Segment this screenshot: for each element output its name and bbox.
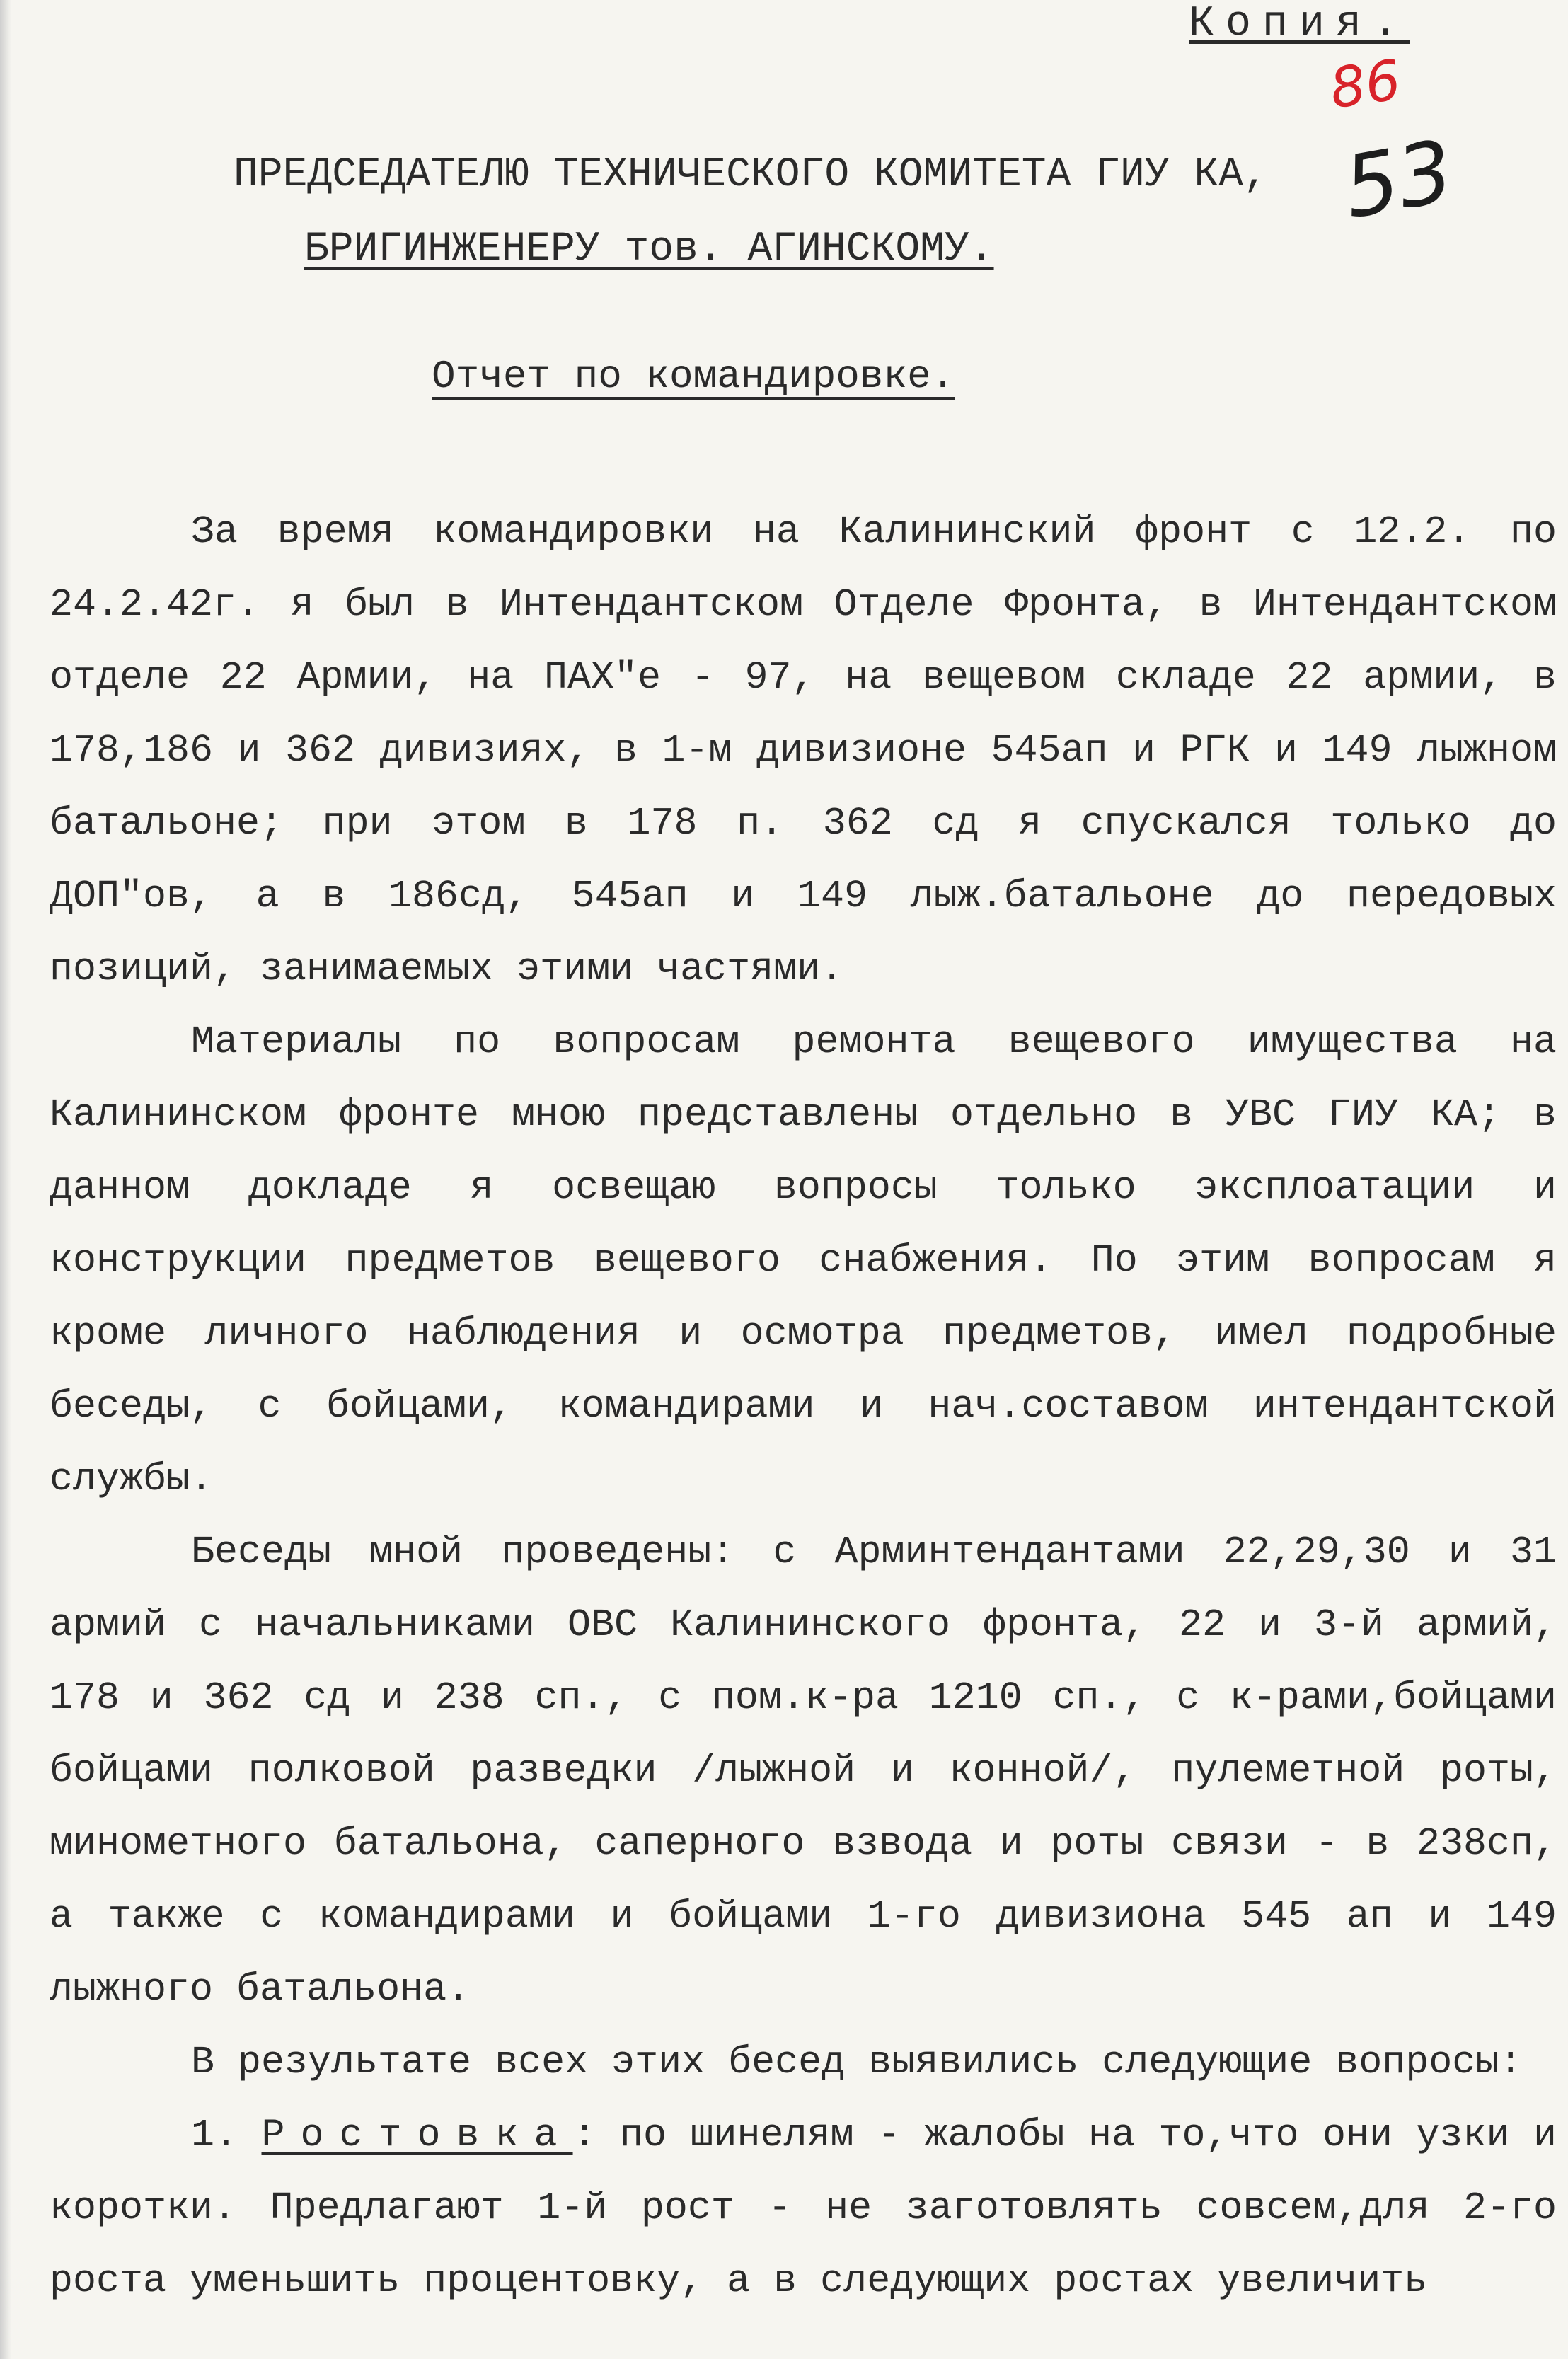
paragraph-materials: Материалы по вопросам ремонта вещевого имущества на Калининском фронте мною представлены отдельно в УВС ГИУ КА; в данном докладе я освещаю вопросы только эксплоатации и конструкции предметов вещевого снабжения. По этим вопросам я кроме личного наблюдения и осмотра предметов, имел подробные беседы, с бойцами, командирами и нач.составом интендантской службы. bbox=[50, 1020, 1557, 1501]
item-text: : по шинелям - жалобы на то,что они узки и коротки. Предлагают 1-й рост - не заготовлять совсем,для 2-го роста уменьшить процентовку, а в следующих ростах увеличить bbox=[50, 2113, 1557, 2303]
handwritten-number-black: 53 bbox=[1337, 122, 1460, 238]
item-label: Ростовка bbox=[261, 2113, 573, 2157]
scan-edge bbox=[0, 0, 11, 2359]
paragraph-conversations: Беседы мной проведены: с Арминтендантами 22,29,30 и 31 армий с начальниками ОВС Калининского фронта, 22 и 3-й армий, 178 и 362 сд и 238 сп., с пом.к-ра 1210 сп., с к-рами,бойцами бойцами полковой разведки /лыжной и конной/, пулеметной роты, минометного батальона, саперного взвода и роты связи - в 238сп, а также с командирами и бойцами 1-го дивизиона 545 ап и 149 лыжного батальона. bbox=[50, 1530, 1557, 2012]
handwritten-number-red: 86 bbox=[1326, 48, 1405, 122]
item-number: 1. bbox=[191, 2113, 238, 2157]
document-body bbox=[50, 495, 1557, 2317]
addressee-block bbox=[234, 138, 1268, 287]
paragraph-trip: За время командировки на Калининский фронт с 12.2. по 24.2.42г. я был в Интендантском Отделе Фронта, в Интендантском отделе 22 Армии, на ПАХ"е - 97, на вещевом складе 22 армии, в 178,186 и 362 дивизиях, в 1-м дивизионе 545ап и РГК и 149 лыжном батальоне; при этом в 178 п. 362 сд я спускался только до ДОП"ов, а в 186сд, 545ап и 149 лыж.батальоне до передовых позиций, занимаемых этими частями. bbox=[50, 509, 1557, 991]
paragraph-questions: В результате всех этих бесед выявились следующие вопросы: bbox=[191, 2040, 1523, 2084]
numbered-item-1 bbox=[50, 2099, 1557, 2317]
addressee-line-2: БРИГИНЖЕНЕРУ тов. АГИНСКОМУ. bbox=[304, 226, 994, 272]
addressee-line-1: ПРЕДСЕДАТЕЛЮ ТЕХНИЧЕСКОГО КОМИТЕТА ГИУ КА, bbox=[234, 152, 1268, 198]
document-title: Отчет по командировке. bbox=[432, 354, 955, 399]
copy-mark: Копия. bbox=[1189, 0, 1410, 48]
